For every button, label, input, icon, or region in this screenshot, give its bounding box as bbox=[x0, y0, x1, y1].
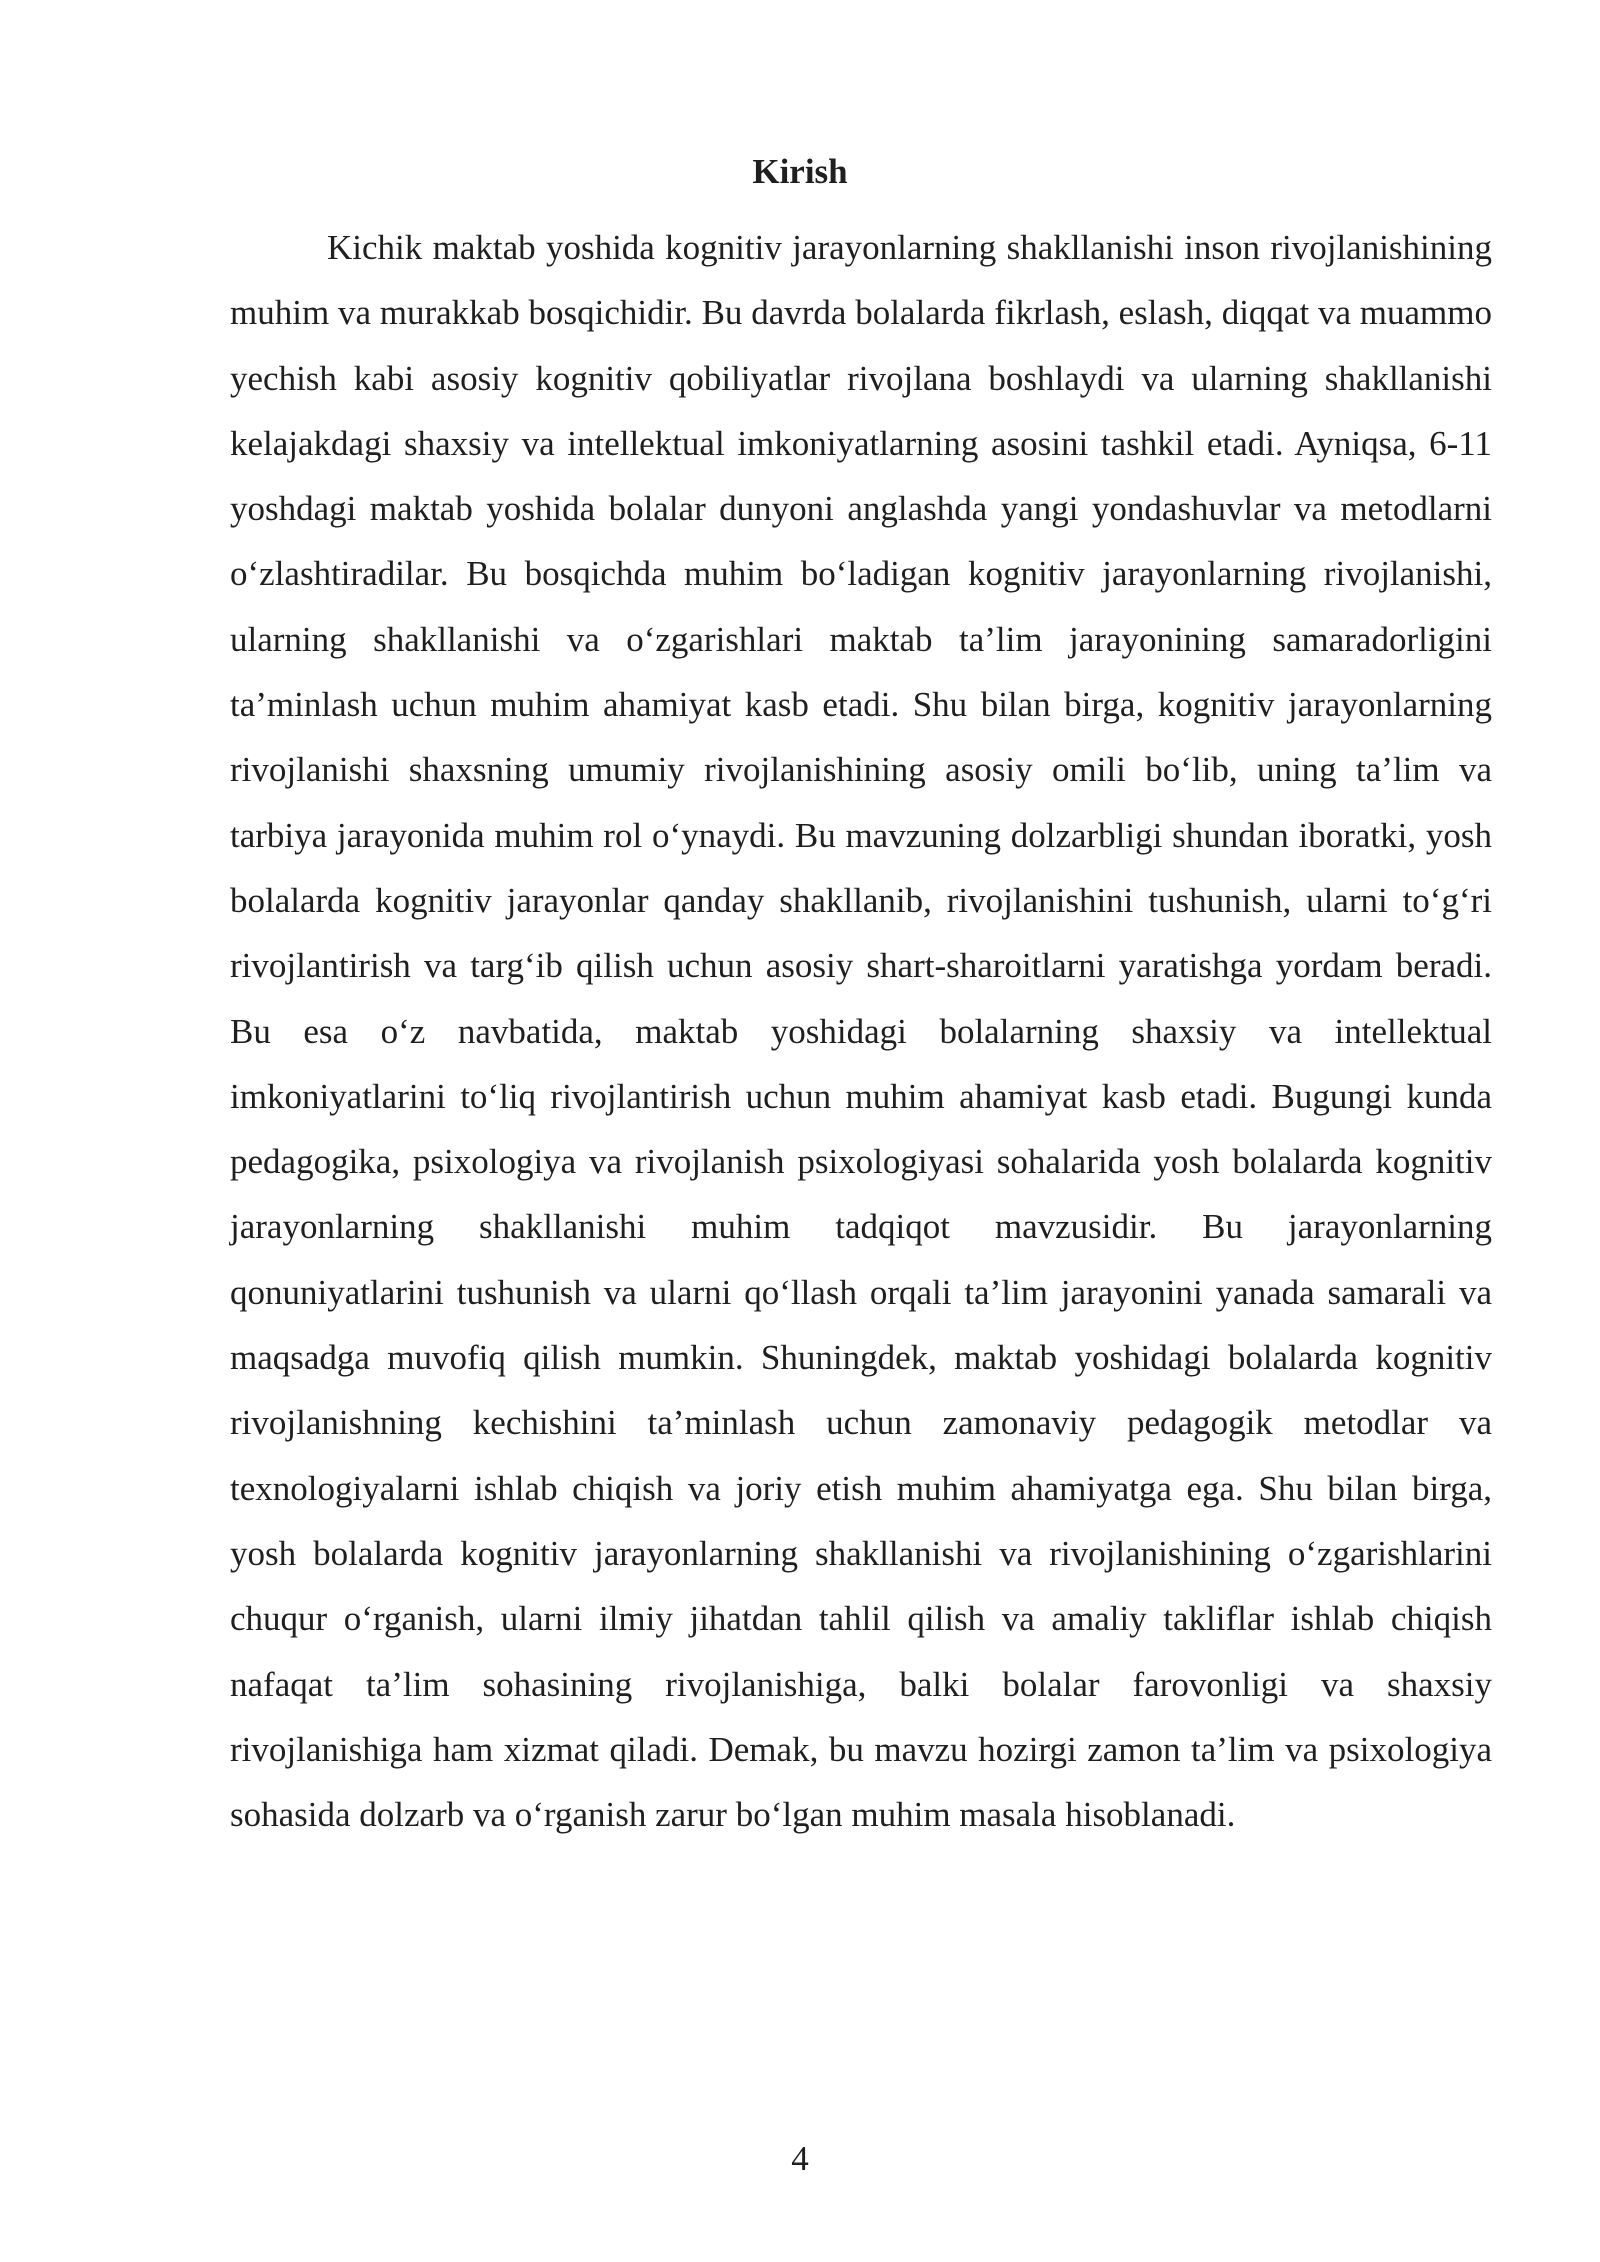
section-heading: Kirish bbox=[752, 152, 848, 191]
page-number: 4 bbox=[791, 2139, 809, 2178]
body-paragraph: Kichik maktab yoshida kognitiv jarayonlarning shakllanishi inson rivojlanishining muhim va murakkab bosqichidir. Bu davrda bolalarda fikrlash, eslash, diqqat va muammo yechish kabi asosiy kognitiv qobiliyatlar rivojlana boshlaydi va ularning shakllanishi kelajakdagi shaxsiy va intellektual imkoniyatlarning asosini tashkil etadi. Ayniqsa, 6-11 yoshdagi maktab yoshida bolalar dunyoni anglashda yangi yondashuvlar va metodlarni o‘zlashtiradilar. Bu bosqichda muhim bo‘ladigan kognitiv jarayonlarning rivojlanishi, ularning shakllanishi va o‘zgarishlari maktab ta’lim jarayonining samaradorligini ta’minlash uchun muhim ahamiyat kasb etadi. Shu bilan birga, kognitiv jarayonlarning rivojlanishi shaxsning umumiy rivojlanishining asosiy omili bo‘lib, uning ta’lim va tarbiya jarayonida muhim rol o‘ynaydi. Bu mavzuning dolzarbligi shundan iboratki, yosh bolalarda kognitiv jarayonlar qanday shakllanib, rivojlanishini tushunish, ularni to‘g‘ri rivojlantirish va targ‘ib qilish uchun asosiy shart-sharoitlarni yaratishga yordam beradi. Bu esa o‘z navbatida, maktab yoshidagi bolalarning shaxsiy va intellektual imkoniyatlarini to‘liq rivojlantirish uchun muhim ahamiyat kasb etadi. Bugungi kunda pedagogika, psixologiya va rivojlanish psixologiyasi sohalarida yosh bolalarda kognitiv jarayonlarning shakllanishi muhim tadqiqot mavzusidir. Bu jarayonlarning qonuniyatlarini tushunish va ularni qo‘llash orqali ta’lim jarayonini yanada samarali va maqsadga muvofiq qilish mumkin. Shuningdek, maktab yoshidagi bolalarda kognitiv rivojlanishning kechishini ta’minlash uchun zamonaviy pedagogik metodlar va texnologiyalarni ishlab chiqish va joriy etish muhim ahamiyatga ega. Shu bilan birga, yosh bolalarda kognitiv jarayonlarning shakllanishi va rivojlanishining o‘zgarishlarini chuqur o‘rganish, ularni ilmiy jihatdan tahlil qilish va amaliy takliflar ishlab chiqish nafaqat ta’lim sohasining rivojlanishiga, balki bolalar farovonligi va shaxsiy rivojlanishiga ham xizmat qiladi. Demak, bu mavzu hozirgi zamon ta’lim va psixologiya sohasida dolzarb va o‘rganish zarur bo‘lgan muhim masala hisoblanadi. bbox=[230, 228, 1492, 1835]
